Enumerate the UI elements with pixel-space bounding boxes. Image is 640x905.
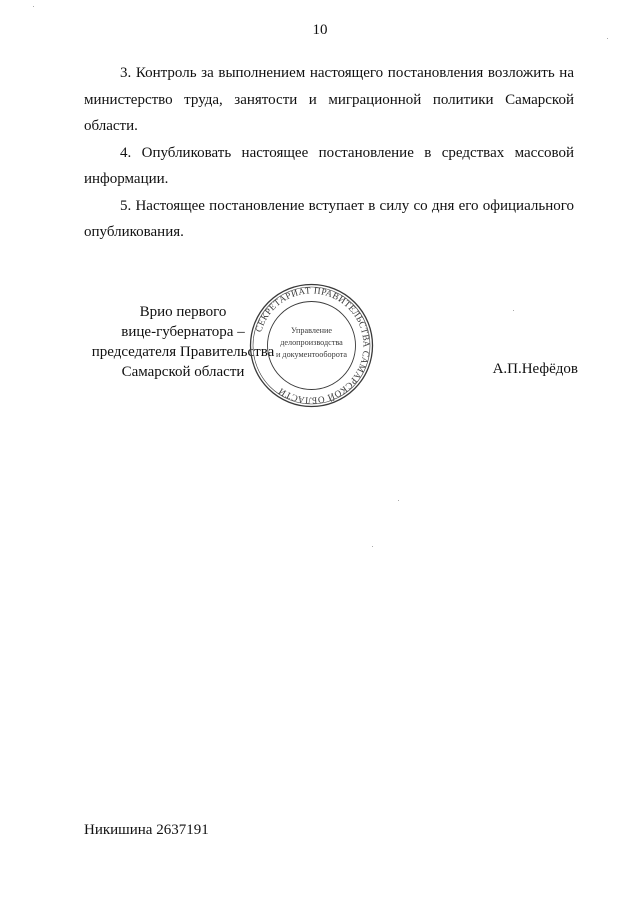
stamp-seal [249, 283, 374, 408]
signatory-title-line: Самарской области [121, 364, 245, 380]
scan-speck [372, 546, 373, 547]
stamp-outer-text: СЕКРЕТАРИАТ ПРАВИТЕЛЬСТВА САМАРСКОЙ ОБЛАСТИ [253, 285, 372, 406]
official-stamp [249, 283, 374, 408]
scan-speck [398, 500, 399, 501]
stamp-inner-line: делопроизводства [280, 338, 343, 347]
scan-speck [513, 310, 514, 311]
scan-speck [33, 6, 34, 7]
executor-contact: Никишина 2637191 [84, 822, 209, 838]
scan-speck [607, 38, 608, 39]
signatory-title-line: Врио первого [139, 304, 227, 320]
signatory-title-line: председателя Правительства [91, 344, 275, 360]
paragraph-effective-date: 5. Настоящее постановление вступает в силу со дня его официального опубликования. [84, 197, 574, 240]
signatory-title-line: вице-губернатора – [121, 324, 245, 340]
paragraph-publish: 4. Опубликовать настоящее постановление в средствах массовой информации. [84, 144, 574, 187]
signatory-name: А.П.Нефёдов [492, 361, 578, 377]
resolution-body [84, 60, 574, 246]
stamp-inner-line: и документооборота [275, 350, 348, 359]
stamp-inner-line: Управление [290, 326, 333, 335]
page-number: 10 [312, 22, 328, 38]
paragraph-control: 3. Контроль за выполнением настоящего постановления возложить на министерство труда, занятости и миграционной политики Самарской области. [84, 65, 574, 134]
